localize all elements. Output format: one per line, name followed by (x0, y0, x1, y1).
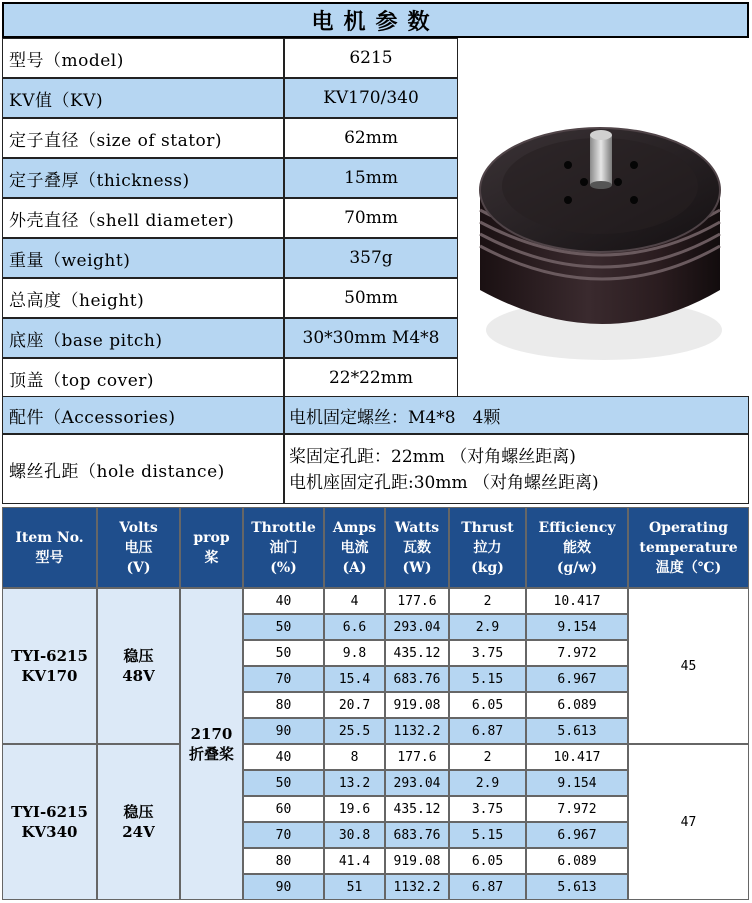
table-header-cn: 能效 (563, 539, 591, 556)
table-cell: 5.15 (449, 822, 526, 848)
table-cell: 5.613 (526, 874, 628, 900)
table-cell: 6.967 (526, 822, 628, 848)
table-header (2, 507, 97, 588)
motor-image (458, 40, 748, 396)
table-header (324, 507, 385, 588)
table-cell: 177.6 (385, 744, 449, 770)
performance-table (2, 507, 749, 901)
item-number-text: TYI-6215 (11, 647, 88, 665)
table-cell: 435.12 (385, 640, 449, 666)
volts-text: 48V (122, 667, 155, 685)
table-header-en: Throttle (251, 519, 316, 536)
hole-distance-value (284, 434, 749, 504)
spec-value: 22*22mm (284, 358, 458, 398)
table-cell: 435.12 (385, 796, 449, 822)
table-cell: 30.8 (324, 822, 385, 848)
table-header-en: prop (193, 529, 230, 546)
hole-distance-line-2: 电机座固定孔距:30mm （对角螺丝距离) (289, 473, 599, 493)
table-cell: 919.08 (385, 692, 449, 718)
motor-icon (458, 40, 748, 396)
item-number-text: KV340 (21, 823, 78, 841)
table-header-cn: 拉力 (473, 539, 502, 556)
table-header-cn: temperature (639, 539, 738, 556)
volts-text: 稳压 (123, 647, 154, 665)
table-cell: 10.417 (526, 744, 628, 770)
temperature-cell: 45 (628, 588, 749, 744)
table-cell: 70 (243, 822, 324, 848)
table-cell: 70 (243, 666, 324, 692)
table-header-en: Thrust (461, 519, 514, 536)
spec-label: 重量（weight) (2, 238, 284, 278)
table-cell: 15.4 (324, 666, 385, 692)
table-header (243, 507, 324, 588)
table-cell: 9.8 (324, 640, 385, 666)
spec-label: 顶盖（top cover) (2, 358, 284, 398)
table-cell: 50 (243, 640, 324, 666)
volts-cell (97, 588, 180, 744)
table-cell: 177.6 (385, 588, 449, 614)
table-cell: 4 (324, 588, 385, 614)
table-cell: 50 (243, 614, 324, 640)
table-cell: 40 (243, 744, 324, 770)
table-header-cn: 电压 (124, 539, 153, 556)
table-header-cn: 型号 (35, 549, 64, 566)
volts-text: 稳压 (123, 803, 154, 821)
table-header-cn: 瓦数 (403, 539, 431, 556)
hole-distance-line-1: 桨固定孔距：22mm （对角螺丝距离) (289, 447, 576, 467)
spec-value: 70mm (284, 198, 458, 238)
table-header (526, 507, 628, 588)
accessories-label: 配件（Accessories) (2, 396, 284, 434)
table-cell: 13.2 (324, 770, 385, 796)
table-header-unit: (%) (270, 559, 297, 576)
table-header-en: Efficiency (538, 519, 616, 536)
table-header (628, 507, 749, 588)
page-title: 电机参数 (2, 2, 749, 38)
table-header-en: Item No. (15, 529, 84, 546)
spec-value: 62mm (284, 118, 458, 158)
spec-value: 6215 (284, 38, 458, 78)
item-number-text: KV170 (21, 667, 78, 685)
spec-label: 外壳直径（shell diameter) (2, 198, 284, 238)
table-header-cn: 桨 (204, 549, 219, 566)
table-header (97, 507, 180, 588)
accessories-value: 电机固定螺丝：M4*8 4颗 (284, 396, 749, 434)
table-header-en: Amps (332, 519, 377, 536)
item-number-cell (2, 588, 97, 744)
table-cell: 5.15 (449, 666, 526, 692)
table-cell: 1132.2 (385, 874, 449, 900)
table-cell: 7.972 (526, 796, 628, 822)
spec-label: KV值（KV) (2, 78, 284, 118)
table-cell: 293.04 (385, 770, 449, 796)
table-cell: 9.154 (526, 770, 628, 796)
table-cell: 6.05 (449, 692, 526, 718)
spec-label: 定子叠厚（thickness) (2, 158, 284, 198)
prop-cell (180, 588, 243, 900)
volts-text: 24V (122, 823, 155, 841)
hole-distance-label: 螺丝孔距（hole distance) (2, 434, 284, 504)
table-cell: 80 (243, 692, 324, 718)
table-cell: 90 (243, 718, 324, 744)
table-cell: 90 (243, 874, 324, 900)
table-header-unit: (W) (402, 559, 432, 576)
table-header-unit: 温度（℃) (655, 559, 722, 576)
table-cell: 3.75 (449, 796, 526, 822)
table-cell: 6.089 (526, 848, 628, 874)
table-cell: 50 (243, 770, 324, 796)
table-header (180, 507, 243, 588)
table-cell: 8 (324, 744, 385, 770)
table-header-unit: (A) (342, 559, 367, 576)
table-cell: 5.613 (526, 718, 628, 744)
table-cell: 6.05 (449, 848, 526, 874)
volts-cell (97, 744, 180, 900)
table-cell: 683.76 (385, 822, 449, 848)
table-cell: 1132.2 (385, 718, 449, 744)
item-number-text: TYI-6215 (11, 803, 88, 821)
table-cell: 6.6 (324, 614, 385, 640)
table-cell: 60 (243, 796, 324, 822)
table-header-en: Watts (394, 519, 440, 536)
table-header-unit: (V) (126, 559, 151, 576)
spec-value: 15mm (284, 158, 458, 198)
table-header-en: Operating (648, 519, 729, 536)
spec-value: KV170/340 (284, 78, 458, 118)
table-cell: 919.08 (385, 848, 449, 874)
table-cell: 2 (449, 588, 526, 614)
table-cell: 7.972 (526, 640, 628, 666)
table-cell: 683.76 (385, 666, 449, 692)
prop-text: 折叠桨 (188, 745, 234, 763)
table-header-unit: (g/w) (556, 559, 598, 576)
table-cell: 6.87 (449, 718, 526, 744)
table-header (449, 507, 526, 588)
table-cell: 6.089 (526, 692, 628, 718)
table-cell: 3.75 (449, 640, 526, 666)
table-header-en: Volts (119, 519, 158, 536)
spec-label: 底座（base pitch) (2, 318, 284, 358)
table-cell: 2 (449, 744, 526, 770)
table-header-unit: (kg) (471, 559, 504, 576)
table-cell: 9.154 (526, 614, 628, 640)
table-cell: 2.9 (449, 614, 526, 640)
table-cell: 10.417 (526, 588, 628, 614)
table-cell: 19.6 (324, 796, 385, 822)
table-cell: 6.87 (449, 874, 526, 900)
table-cell: 25.5 (324, 718, 385, 744)
spec-label: 总高度（height) (2, 278, 284, 318)
table-cell: 51 (324, 874, 385, 900)
item-number-cell (2, 744, 97, 900)
spec-label: 型号（model) (2, 38, 284, 78)
table-header (385, 507, 449, 588)
spec-value: 357g (284, 238, 458, 278)
table-cell: 6.967 (526, 666, 628, 692)
table-header-cn: 电流 (340, 539, 369, 556)
table-cell: 40 (243, 588, 324, 614)
spec-value: 50mm (284, 278, 458, 318)
prop-text: 2170 (190, 725, 233, 743)
table-cell: 20.7 (324, 692, 385, 718)
table-header-cn: 油门 (269, 539, 298, 556)
table-cell: 41.4 (324, 848, 385, 874)
temperature-cell: 47 (628, 744, 749, 900)
spec-label: 定子直径（size of stator) (2, 118, 284, 158)
table-cell: 293.04 (385, 614, 449, 640)
table-cell: 80 (243, 848, 324, 874)
table-cell: 2.9 (449, 770, 526, 796)
spec-value: 30*30mm M4*8 (284, 318, 458, 358)
